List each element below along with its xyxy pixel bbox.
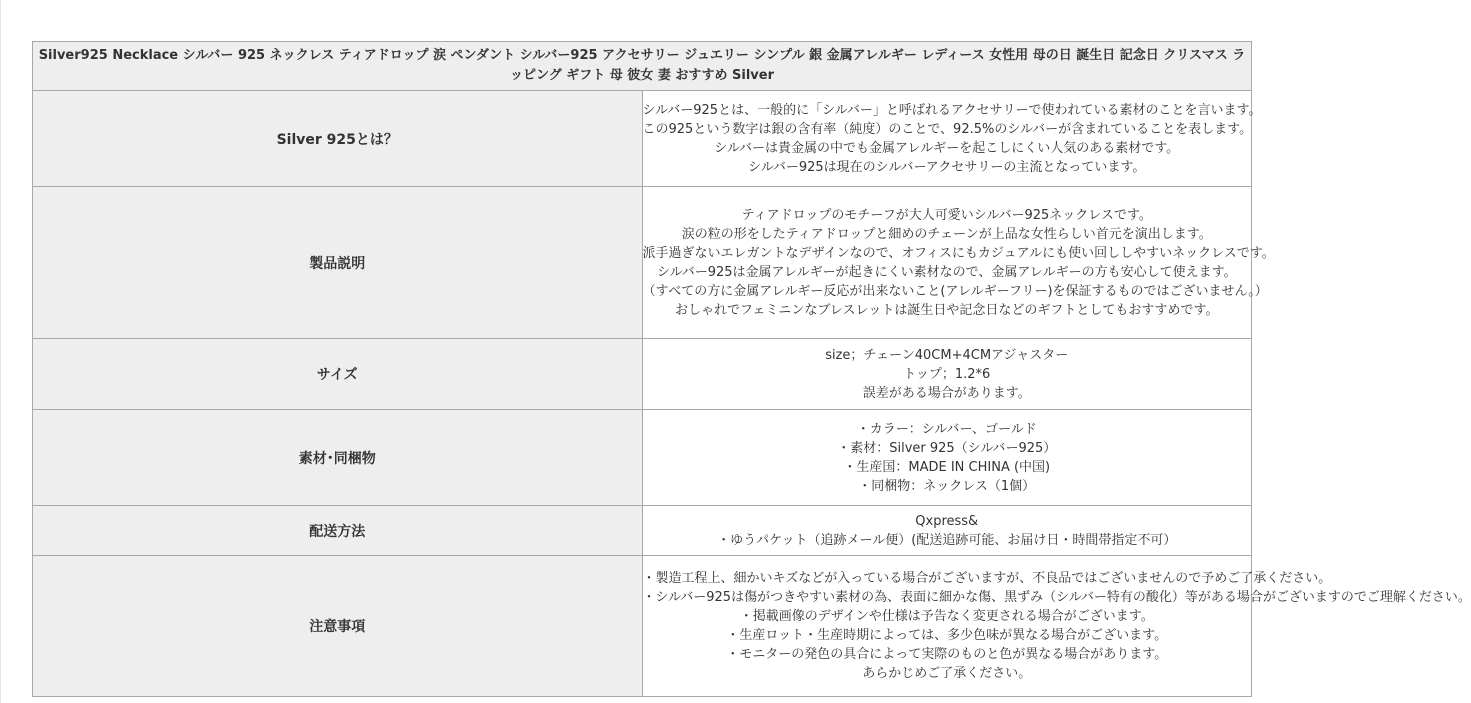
content-line: Qxpress& — [915, 513, 979, 529]
spec-row-notes — [33, 556, 1252, 697]
content-line: シルバー925とは、一般的に「シルバー」と呼ばれるアクセサリーで使われている素材のことを言います。 — [642, 102, 1262, 118]
spec-row-materials — [33, 410, 1252, 506]
content-line: size；チェーン40CM+4CMアジャスター — [825, 347, 1069, 363]
content-line: ・製造工程上、細かいキズなどが入っている場合がございますが、不良品ではございませんので予めご了承ください。 — [642, 571, 1332, 586]
content-line: シルバーは貴金属の中でも金属アレルギーを起こしにくい人気のある素材です。 — [714, 140, 1180, 156]
content-line: 誤差がある場合があります。 — [862, 385, 1031, 401]
row-content-shipping — [642, 506, 1252, 556]
content-line: この925という数字は銀の含有率（純度）のことで、92.5%のシルバーが含まれていることを表します。 — [642, 121, 1253, 137]
row-label-materials: 素材･同梱物 — [33, 410, 643, 506]
row-content-size — [642, 339, 1252, 410]
row-label-size: サイズ — [33, 339, 643, 410]
row-content-description — [642, 187, 1275, 339]
row-content-silver925 — [642, 91, 1262, 187]
content-line: ・ゆうパケット（追跡メール便）(配送追跡可能、お届け日・時間帯指定不可） — [717, 532, 1177, 548]
row-content-materials — [642, 410, 1252, 506]
content-line: あらかじめご了承ください。 — [862, 666, 1032, 681]
content-line: ・モニターの発色の具合によって実際のものと色が異なる場合があります。 — [726, 647, 1168, 662]
title-row — [33, 42, 1252, 91]
content-line: ティアドロップのモチーフが大人可愛いシルバー925ネックレスです。 — [741, 207, 1152, 223]
product-title: Silver925 Necklace シルバー 925 ネックレス ティアドロップ 涙 ペンダント シルバー925 アクセサリー ジュエリー シンプル 銀 金属アレルギー レディース 女性用 母の日 誕生日 記念日 クリスマス ラッピング ギフト 母 彼女 妻 おすすめ Silver — [33, 42, 1252, 91]
content-line: （すべての方に金属アレルギー反応が出来ないこと(アレルギーフリー)を保証するものではございません。） — [642, 283, 1268, 299]
spec-row-silver925 — [33, 91, 1252, 187]
content-line: ・掲載画像のデザインや仕様は予告なく変更される場合がございます。 — [739, 609, 1154, 624]
spec-row-shipping — [33, 506, 1252, 556]
content-line: 涙の粒の形をしたティアドロップと細めのチェーンが上品な女性らしい首元を演出します。 — [681, 226, 1212, 242]
row-label-description: 製品説明 — [33, 187, 643, 339]
content-line: ・カラー：シルバー、ゴールド — [856, 421, 1037, 437]
product-spec-table — [32, 41, 1471, 697]
content-line: ・同梱物：ネックレス（1個） — [858, 478, 1036, 494]
content-line: トップ；1.2*6 — [903, 366, 991, 382]
content-line: ・生産ロット・生産時期によっては、多少色味が異なる場合がございます。 — [726, 628, 1168, 643]
row-label-notes: 注意事項 — [33, 556, 643, 697]
row-content-notes — [642, 556, 1471, 697]
content-line: シルバー925は現在のシルバーアクセサリーの主流となっています。 — [748, 159, 1146, 175]
spec-row-size — [33, 339, 1252, 410]
content-line: シルバー925は金属アレルギーが起きにくい素材なので、金属アレルギーの方も安心して使えます。 — [656, 264, 1237, 280]
row-label-silver925: Silver 925とは？ — [33, 91, 643, 187]
content-line: ・素材：Silver 925（シルバー925） — [837, 440, 1057, 456]
row-label-shipping: 配送方法 — [33, 506, 643, 556]
content-line: ・生産国：MADE IN CHINA (中国) — [843, 459, 1051, 475]
content-line: ・シルバー925は傷がつきやすい素材の為、表面に細かな傷、黒ずみ（シルバー特有の酸化）等がある場合がございますのでご理解ください。 — [642, 590, 1471, 605]
content-line: おしゃれでフェミニンなブレスレットは誕生日や記念日などのギフトとしてもおすすめです。 — [675, 302, 1219, 318]
spec-row-description — [33, 187, 1252, 339]
content-line: 派手過ぎないエレガントなデザインなので、オフィスにもカジュアルにも使い回ししやすいネックレスです。 — [642, 245, 1275, 261]
